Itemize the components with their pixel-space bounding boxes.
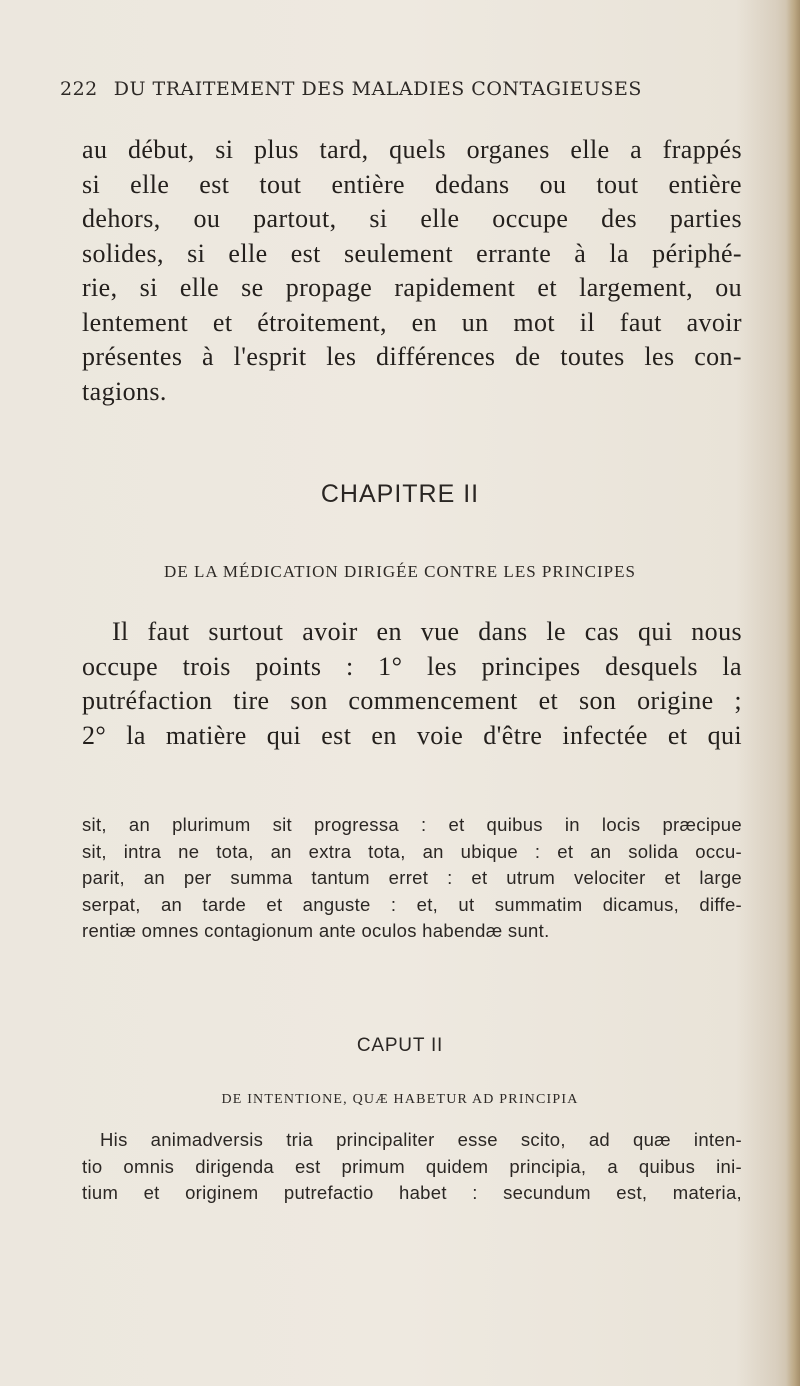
text-line: serpat, an tarde et anguste : et, ut summatim dicamus, diffe-	[82, 893, 742, 915]
text-line: si elle est tout entière dedans ou tout entière	[82, 169, 742, 199]
text-line: tium et originem putrefactio habet : secundum est, materia,	[82, 1182, 742, 1203]
text-line: rentiæ omnes contagionum ante oculos habendæ sunt.	[82, 920, 550, 941]
text-line: solides, si elle est seulement errante à la périphé-	[82, 238, 742, 268]
chapter-subtitle: DE LA MÉDICATION DIRIGÉE CONTRE LES PRINCIPES	[164, 562, 636, 581]
text-line: dehors, ou partout, si elle occupe des parties	[82, 204, 742, 233]
latin-paragraph-2	[82, 1127, 742, 1207]
running-head	[60, 78, 700, 100]
text-line: His animadversis tria principaliter esse scito, ad quæ inten-	[100, 1129, 742, 1150]
text-line: au début, si plus tard, quels organes elle a frappés	[82, 135, 742, 164]
text-line: parit, an per summa tantum erret : et utrum velociter et large	[82, 867, 742, 888]
text-line: sit, intra ne tota, an extra tota, an ubique : et an solida occu-	[82, 840, 742, 862]
latin-paragraph-1	[82, 812, 742, 945]
page-number: 222	[60, 78, 98, 100]
caput-title: CAPUT II	[356, 1035, 444, 1056]
text-line: tio omnis dirigenda est primum quidem principia, a quibus ini-	[82, 1155, 742, 1177]
page-edge	[786, 0, 800, 1386]
text-line: Il faut surtout avoir en vue dans le cas qui nous	[112, 617, 742, 646]
text-line: occupe trois points : 1° les principes desquels la	[82, 651, 742, 681]
text-line: sit, an plurimum sit progressa : et quibus in locis præcipue	[82, 814, 742, 835]
text-line: lentement et étroitement, en un mot il faut avoir	[82, 307, 742, 337]
caput-subtitle: DE INTENTIONE, QUÆ HABETUR AD PRINCIPIA	[221, 1092, 579, 1107]
text-line: rie, si elle se propage rapidement et largement, ou	[82, 273, 742, 302]
french-paragraph-1	[82, 133, 742, 409]
text-line: 2° la matière qui est en voie d'être infectée et qui	[82, 720, 742, 750]
text-line: putréfaction tire son commencement et son origine ;	[82, 686, 742, 715]
chapter-title: CHAPITRE II	[320, 480, 480, 508]
text-line: présentes à l'esprit les différences de toutes les con-	[82, 342, 742, 371]
running-head-title: DU TRAITEMENT DES MALADIES CONTAGIEUSES	[113, 78, 642, 100]
text-line: tagions.	[82, 376, 167, 406]
french-paragraph-2	[82, 615, 742, 753]
